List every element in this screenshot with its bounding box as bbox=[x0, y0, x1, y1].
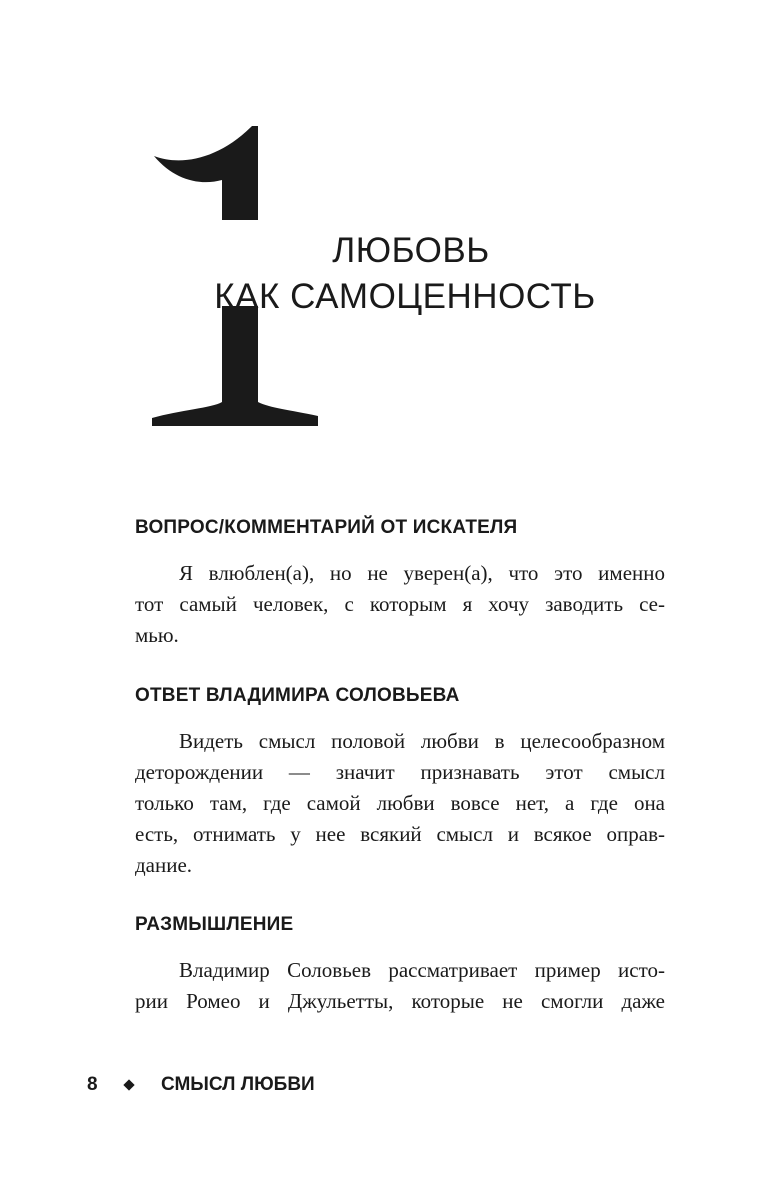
answer-text bbox=[135, 726, 665, 881]
reflection-section bbox=[135, 914, 665, 936]
running-title: СМЫСЛ ЛЮБВИ bbox=[161, 1074, 315, 1095]
answer-line-3: только там, где самой любви вовсе нет, а где она bbox=[135, 791, 665, 815]
question-line-1: Я влюблен(а), но не уверен(а), что это именно bbox=[179, 561, 665, 585]
answer-line-5: дание. bbox=[135, 853, 193, 877]
answer-heading: ОТВЕТ ВЛАДИМИРА СОЛОВЬЕВА bbox=[135, 685, 460, 706]
question-section bbox=[135, 517, 665, 539]
chapter-title-line-2: КАК САМОЦЕННОСТЬ bbox=[214, 277, 596, 316]
question-heading: ВОПРОС/КОММЕНТАРИЙ ОТ ИСКАТЕЛЯ bbox=[135, 517, 518, 538]
question-text bbox=[135, 558, 665, 651]
reflection-line-2: рии Ромео и Джульетты, которые не смогли даже bbox=[135, 989, 665, 1013]
diamond-separator-icon bbox=[123, 1079, 134, 1090]
reflection-heading: РАЗМЫШЛЕНИЕ bbox=[135, 914, 294, 935]
chapter-title-line-1: ЛЮБОВЬ bbox=[332, 231, 490, 270]
page-footer bbox=[87, 1070, 315, 1100]
page-number: 8 bbox=[87, 1074, 98, 1095]
answer-line-2: деторождении — значит признавать этот смысл bbox=[135, 760, 665, 784]
reflection-text bbox=[135, 955, 665, 1017]
reflection-line-1: Владимир Соловьев рассматривает пример исто- bbox=[179, 958, 665, 982]
answer-line-4: есть, отнимать у нее всякий смысл и всякое оправ- bbox=[135, 822, 665, 846]
question-line-3: мью. bbox=[135, 623, 179, 647]
answer-section bbox=[135, 685, 665, 707]
chapter-title bbox=[190, 228, 620, 320]
question-line-2: тот самый человек, с которым я хочу заводить се- bbox=[135, 592, 665, 616]
answer-line-1: Видеть смысл половой любви в целесообразном bbox=[179, 729, 665, 753]
